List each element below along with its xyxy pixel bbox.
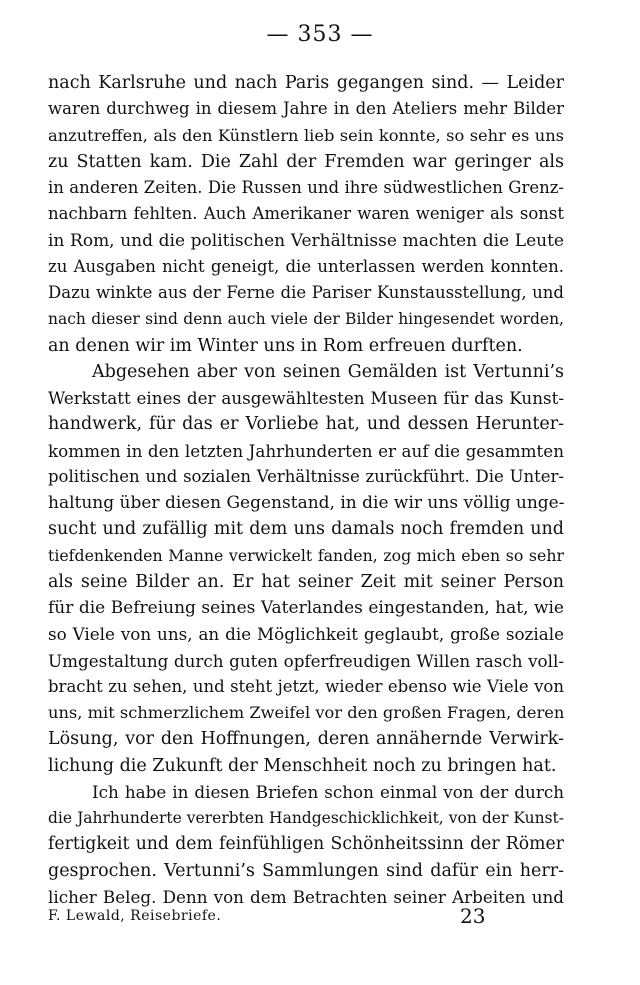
text-line: haltung über diesen Gegenstand, in die wir uns völlig unge-: [48, 493, 565, 513]
text-line: Dazu winkte aus der Ferne die Pariser Kunstausstellung, und: [48, 283, 564, 302]
paragraph-last-line: an denen wir im Winter uns in Rom erfreuen durften.: [48, 335, 523, 356]
body-text: [48, 70, 564, 910]
text-line: die Jahrhunderte vererbten Handgeschicklichkeit, von der Kunst-: [48, 809, 564, 827]
text-line: zu Ausgaben nicht geneigt, die unterlassen werden konnten.: [48, 256, 564, 276]
text-line: licher Beleg. Denn von dem Betrachten seiner Arbeiten und: [48, 886, 564, 907]
text-line: zu Statten kam. Die Zahl der Fremden war geringer als: [48, 151, 564, 172]
text-line: politischen und sozialen Verhältnisse zurückführt. Die Unter-: [48, 466, 564, 486]
footer-author: F. Lewald, Reisebriefe.: [48, 908, 222, 924]
text-line: sucht und zufällig mit dem uns damals noch fremden und: [48, 519, 564, 540]
text-line: Lösung, vor den Hoffnungen, deren annähernde Verwirk-: [48, 729, 564, 750]
page-footer: [48, 904, 564, 934]
text-line: nach Karlsruhe und nach Paris gegangen sind. — Leider: [48, 73, 564, 93]
text-line: uns, mit schmerzlichem Zweifel vor den großen Fragen, deren: [48, 703, 565, 722]
paragraph-first-line: Ich habe in diesen Briefen schon einmal von der durch: [92, 781, 564, 802]
text-line: in Rom, und die politischen Verhältnisse machten die Leute: [48, 230, 564, 251]
text-line: tiefdenkenden Manne verwickelt fanden, zog mich eben so sehr: [48, 545, 564, 565]
text-line: nach dieser sind denn auch viele der Bilder hingesendet worden,: [48, 310, 564, 329]
text-line: Werkstatt eines der ausgewähltesten Museen für das Kunst-: [48, 388, 564, 408]
text-line: bracht zu sehen, und steht jetzt, wieder ebenso wie Viele von: [48, 676, 564, 696]
text-line: so Viele von uns, an die Möglichkeit geglaubt, große soziale: [48, 624, 564, 645]
page-number: — 353 —: [266, 22, 374, 47]
text-line: fertigkeit und dem feinfühligen Schönheitssinn der Römer: [48, 834, 564, 855]
text-line: Umgestaltung durch guten opferfreudigen Willen rasch voll-: [48, 650, 564, 671]
text-line: nachbarn fehlten. Auch Amerikaner waren weniger als sonst: [48, 204, 564, 224]
text-line: kommen in den letzten Jahrhunderten er auf die gesammten: [48, 440, 564, 461]
paragraph-last-line: lichung die Zukunft der Menschheit noch zu bringen hat.: [48, 755, 557, 776]
text-line: gesprochen. Vertunni’s Sammlungen sind dafür ein herr-: [48, 860, 564, 881]
text-line: für die Befreiung seines Vaterlandes eingestanden, hat, wie: [48, 598, 564, 618]
text-line: in anderen Zeiten. Die Russen und ihre südwestlichen Grenz-: [48, 178, 564, 197]
text-line: anzutreffen, als den Künstlern lieb sein konnte, so sehr es uns: [48, 125, 564, 145]
paragraph-first-line: Abgesehen aber von seinen Gemälden ist Vertunni’s: [92, 361, 564, 382]
footer-signature-mark: 23: [460, 904, 486, 928]
text-line: handwerk, für das er Vorliebe hat, und dessen Herunter-: [48, 414, 564, 435]
text-line: als seine Bilder an. Er hat seiner Zeit mit seiner Person: [48, 571, 564, 592]
text-line: waren durchweg in diesem Jahre in den Ateliers mehr Bilder: [48, 99, 564, 119]
